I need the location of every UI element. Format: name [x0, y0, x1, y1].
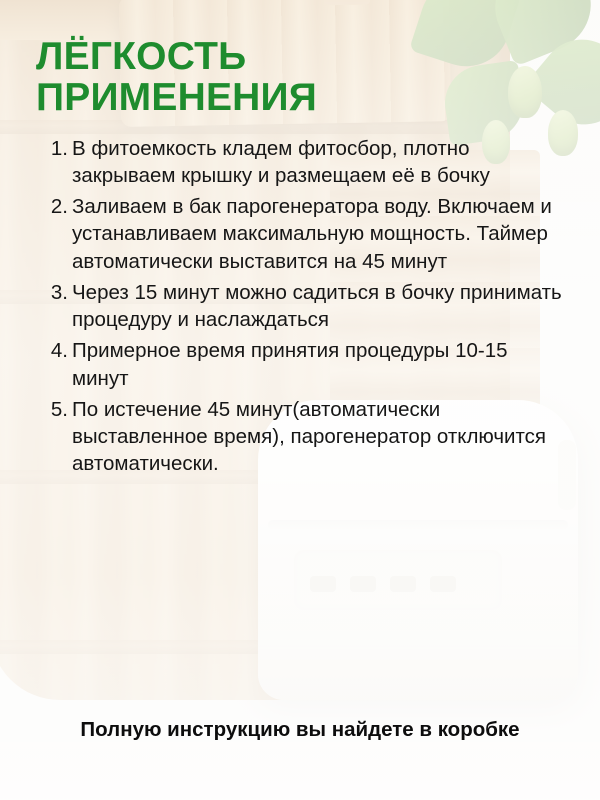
step-text: По истечение 45 минут(автоматически выставленное время), парогенератор отключится автоматически. [72, 397, 546, 476]
step-text: Через 15 минут можно садиться в бочку принимать процедуру и наслаждаться [72, 280, 562, 332]
headline-line-1: ЛЁГКОСТЬ [36, 35, 247, 78]
headline-line-2: ПРИМЕНЕНИЯ [36, 76, 317, 120]
page-title [36, 36, 574, 119]
footer-note: Полную инструкцию вы найдете в коробке [80, 718, 520, 741]
step-text: В фитоемкость кладем фитосбор, плотно закрываем крышку и размещаем её в бочку [72, 136, 490, 187]
list-item [72, 193, 568, 275]
list-item [72, 337, 568, 392]
list-item [72, 396, 568, 478]
step-text: Заливаем в бак парогенератора воду. Включаем и устанавливаем максимальную мощность. Таймер автоматически выставится на 45 минут [72, 195, 552, 273]
step-text: Примерное время принятия процедуры 10-15 минут [72, 339, 508, 390]
instruction-step-list [26, 135, 574, 478]
list-item [72, 135, 568, 190]
list-item [72, 279, 568, 334]
